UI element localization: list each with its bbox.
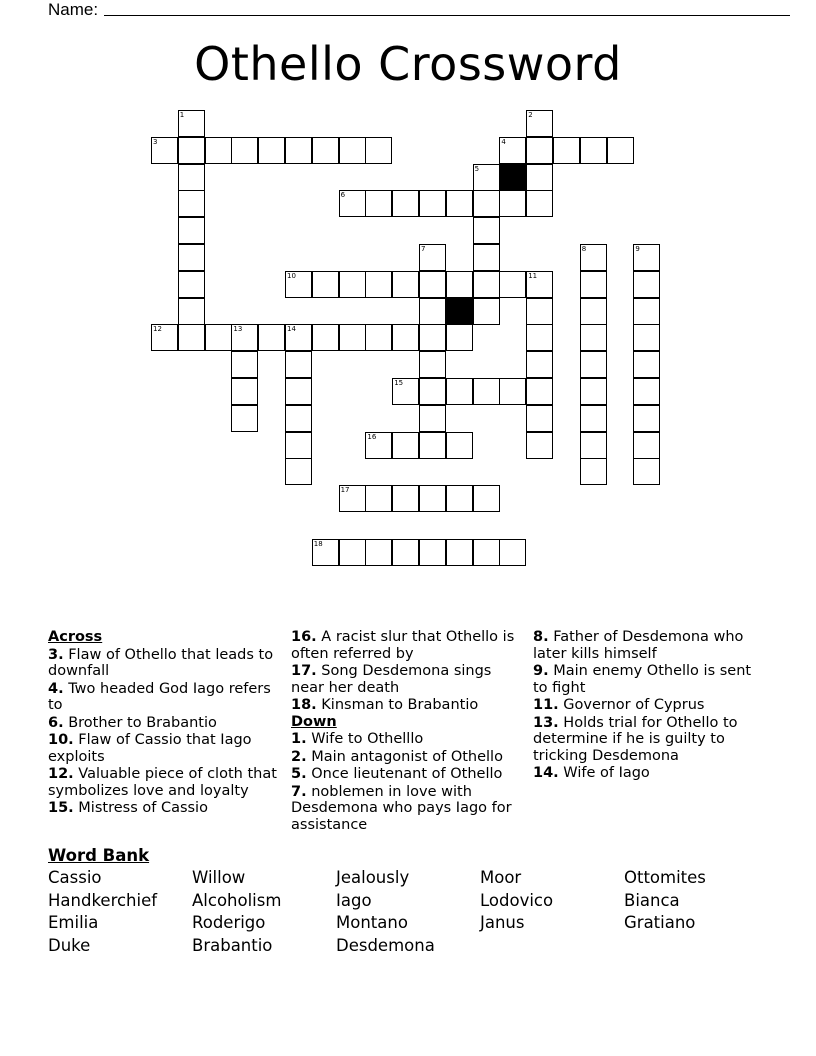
clues-column-3 <box>533 629 765 782</box>
grid-cell[interactable] <box>178 110 205 137</box>
grid-cell[interactable] <box>580 298 607 325</box>
grid-cell[interactable] <box>231 137 258 164</box>
grid-cell[interactable] <box>499 271 526 298</box>
grid-cell[interactable] <box>392 190 419 217</box>
clue-across-18: 18. Kinsman to Brabantio <box>291 697 479 713</box>
grid-cell[interactable] <box>285 324 312 351</box>
word-bank-item: Brabantio <box>192 935 273 955</box>
down-header: Down <box>291 713 337 730</box>
clue-across-6: 6. Brother to Brabantio <box>48 714 217 731</box>
grid-cell[interactable] <box>365 271 392 298</box>
grid-cell[interactable] <box>446 324 473 351</box>
black-square <box>446 298 473 325</box>
grid-cell[interactable] <box>446 485 473 512</box>
word-bank-item: Moor <box>480 868 522 887</box>
grid-cell[interactable] <box>526 110 553 137</box>
grid-cell[interactable] <box>526 271 553 298</box>
grid-cell[interactable] <box>580 244 607 271</box>
grid-cell[interactable] <box>419 485 446 512</box>
clue-across-16: 16. A racist slur that Othello is often referred by <box>291 629 515 662</box>
clues-column-2 <box>291 629 523 833</box>
grid-cell[interactable] <box>339 485 366 512</box>
grid-cell[interactable] <box>178 164 205 191</box>
grid-cell[interactable] <box>178 190 205 217</box>
grid-cell[interactable] <box>633 351 660 378</box>
grid-cell[interactable] <box>553 137 580 164</box>
grid-cell[interactable] <box>526 298 553 325</box>
grid-cell[interactable] <box>633 244 660 271</box>
grid-cell[interactable] <box>473 378 500 405</box>
grid-cell[interactable] <box>526 164 553 191</box>
grid-cell[interactable] <box>178 324 205 351</box>
word-bank-item: Gratiano <box>624 913 696 932</box>
grid-cell[interactable] <box>339 324 366 351</box>
grid-cell[interactable] <box>446 271 473 298</box>
grid-cell[interactable] <box>365 539 392 566</box>
grid-cell[interactable] <box>499 539 526 566</box>
grid-cell[interactable] <box>419 271 446 298</box>
grid-cell[interactable] <box>580 271 607 298</box>
clue-across-3: 3. Flaw of Othello that leads to downfall <box>48 646 274 679</box>
word-bank-item: Bianca <box>624 890 680 910</box>
grid-cell[interactable] <box>205 324 232 351</box>
grid-cell[interactable] <box>419 351 446 378</box>
grid-cell[interactable] <box>473 217 500 244</box>
grid-cell[interactable] <box>633 271 660 298</box>
word-bank-title: Word Bank <box>48 846 150 865</box>
grid-cell[interactable] <box>419 405 446 432</box>
clue-number: 10 <box>287 271 296 280</box>
grid-cell[interactable] <box>580 378 607 405</box>
clue-down-11: 11. Governor of Cyprus <box>533 697 705 713</box>
grid-cell[interactable] <box>178 244 205 271</box>
grid-cell[interactable] <box>526 432 553 459</box>
grid-cell[interactable] <box>365 432 392 459</box>
grid-cell[interactable] <box>633 298 660 325</box>
grid-cell[interactable] <box>473 164 500 191</box>
grid-cell[interactable] <box>285 378 312 405</box>
grid-cell[interactable] <box>339 271 366 298</box>
clue-number: 14 <box>287 325 296 334</box>
clue-number: 2 <box>528 111 533 119</box>
grid-cell[interactable] <box>312 324 339 351</box>
grid-cell[interactable] <box>607 137 634 164</box>
grid-cell[interactable] <box>526 324 553 351</box>
word-bank-item: Jealously <box>336 868 410 887</box>
clue-number: 15 <box>394 379 404 387</box>
grid-cell[interactable] <box>473 485 500 512</box>
grid-cell[interactable] <box>446 539 473 566</box>
clue-number: 18 <box>313 539 323 548</box>
grid-cell[interactable] <box>473 190 500 217</box>
word-bank-item: Emilia <box>48 913 99 932</box>
grid-cell[interactable] <box>419 298 446 325</box>
grid-cell[interactable] <box>473 298 500 325</box>
word-bank-item: Iago <box>336 890 372 910</box>
grid-cell[interactable] <box>499 190 526 217</box>
grid-cell[interactable] <box>339 137 366 164</box>
grid-cell[interactable] <box>633 432 660 459</box>
grid-cell[interactable] <box>633 405 660 432</box>
grid-cell[interactable] <box>580 432 607 459</box>
grid-cell[interactable] <box>285 137 312 164</box>
grid-cell[interactable] <box>231 324 258 351</box>
grid-cell[interactable] <box>446 432 473 459</box>
grid-cell[interactable] <box>526 405 553 432</box>
clue-across-10: 10. Flaw of Cassio that Iago exploits <box>48 732 252 765</box>
word-bank-item: Cassio <box>48 868 102 887</box>
name-label: Name: <box>48 0 99 19</box>
page-title: Othello Crossword <box>194 37 622 91</box>
grid-cell[interactable] <box>392 485 419 512</box>
clue-down-2: 2. Main antagonist of Othello <box>291 748 503 765</box>
clue-across-17: 17. Song Desdemona sings near her death <box>291 663 492 696</box>
grid-cell[interactable] <box>580 351 607 378</box>
clue-number: 8 <box>581 245 587 253</box>
clue-number: 5 <box>474 164 480 173</box>
grid-cell[interactable] <box>580 324 607 351</box>
word-bank-item: Willow <box>192 868 246 887</box>
grid-cell[interactable] <box>151 324 178 351</box>
grid-cell[interactable] <box>285 271 312 298</box>
word-bank-item: Ottomites <box>624 868 706 887</box>
grid-cell[interactable] <box>580 458 607 485</box>
clue-number: 4 <box>501 137 506 146</box>
grid-cell[interactable] <box>231 378 258 405</box>
clue-number: 3 <box>153 137 158 146</box>
word-bank-item: Janus <box>480 913 525 932</box>
word-bank-item: Handkerchief <box>48 890 158 910</box>
grid-cell[interactable] <box>178 137 205 164</box>
grid-cell[interactable] <box>365 485 392 512</box>
grid-cell[interactable] <box>178 271 205 298</box>
clue-down-5: 5. Once lieutenant of Othello <box>291 766 503 782</box>
clue-number: 16 <box>367 432 377 441</box>
grid-cell[interactable] <box>526 190 553 217</box>
grid-cell[interactable] <box>633 458 660 485</box>
clue-down-14: 14. Wife of Iago <box>533 765 650 781</box>
clue-number: 7 <box>421 245 426 253</box>
clue-across-12: 12. Valuable piece of cloth that symbolizes love and loyalty <box>48 766 277 799</box>
grid-cell[interactable] <box>419 432 446 459</box>
grid-cell[interactable] <box>419 378 446 405</box>
grid-cell[interactable] <box>419 190 446 217</box>
grid-cell[interactable] <box>258 137 285 164</box>
grid-cell[interactable] <box>178 217 205 244</box>
grid-cell[interactable] <box>419 244 446 271</box>
grid-cell[interactable] <box>285 458 312 485</box>
grid-cell[interactable] <box>499 378 526 405</box>
clue-down-7: 7. noblemen in love with Desdemona who pays Iago for assistance <box>291 783 512 833</box>
black-square <box>499 164 526 191</box>
grid-cell[interactable] <box>392 378 419 405</box>
grid-cell[interactable] <box>312 137 339 164</box>
grid-cell[interactable] <box>446 378 473 405</box>
clue-number: 6 <box>340 191 346 200</box>
clue-down-13: 13. Holds trial for Othello to determine if he is guilty to tricking Desdemona <box>533 714 738 764</box>
grid-cell[interactable] <box>312 539 339 566</box>
word-bank-item: Montano <box>336 913 408 932</box>
grid-cell[interactable] <box>258 324 285 351</box>
grid-cell[interactable] <box>473 244 500 271</box>
grid-cell[interactable] <box>285 432 312 459</box>
grid-cell[interactable] <box>580 405 607 432</box>
grid-cell[interactable] <box>526 378 553 405</box>
grid-cell[interactable] <box>151 137 178 164</box>
grid-cell[interactable] <box>205 137 232 164</box>
clues-column-1 <box>48 629 280 817</box>
grid-cell[interactable] <box>178 298 205 325</box>
clue-down-8: 8. Father of Desdemona who later kills himself <box>533 629 744 662</box>
grid-cell[interactable] <box>392 432 419 459</box>
grid-cell[interactable] <box>392 271 419 298</box>
grid-cell[interactable] <box>473 539 500 566</box>
grid-cell[interactable] <box>285 405 312 432</box>
grid-cell[interactable] <box>499 137 526 164</box>
word-bank-item: Lodovico <box>480 890 554 910</box>
clue-number: 12 <box>153 325 162 334</box>
clue-number: 9 <box>635 245 640 253</box>
grid-cell[interactable] <box>285 351 312 378</box>
grid-cell[interactable] <box>473 271 500 298</box>
word-bank-item: Duke <box>48 935 91 955</box>
grid-cell[interactable] <box>339 190 366 217</box>
grid-cell[interactable] <box>526 351 553 378</box>
word-bank-item: Desdemona <box>336 935 435 955</box>
clue-down-9: 9. Main enemy Othello is sent to fight <box>533 663 752 696</box>
grid-cell[interactable] <box>580 137 607 164</box>
grid-cell[interactable] <box>419 539 446 566</box>
grid-cell[interactable] <box>231 405 258 432</box>
clue-across-15: 15. Mistress of Cassio <box>48 800 208 816</box>
grid-cell[interactable] <box>633 378 660 405</box>
grid-cell[interactable] <box>392 324 419 351</box>
grid-cell[interactable] <box>339 539 366 566</box>
grid-cell[interactable] <box>365 137 392 164</box>
grid-cell[interactable] <box>312 271 339 298</box>
word-bank-item: Roderigo <box>192 913 266 932</box>
clue-number: 13 <box>233 325 243 334</box>
grid-cell[interactable] <box>633 324 660 351</box>
grid-cell[interactable] <box>526 137 553 164</box>
grid-cell[interactable] <box>446 190 473 217</box>
clue-number: 17 <box>340 486 350 495</box>
clue-down-1: 1. Wife to Othelllo <box>291 731 424 747</box>
clue-number: 11 <box>528 271 538 280</box>
grid-cell[interactable] <box>365 190 392 217</box>
grid-cell[interactable] <box>419 324 446 351</box>
clue-number: 1 <box>179 111 185 119</box>
grid-cell[interactable] <box>392 539 419 566</box>
across-header: Across <box>48 629 103 645</box>
grid-cell[interactable] <box>365 324 392 351</box>
word-bank-item: Alcoholism <box>192 890 282 910</box>
clue-across-4: 4. Two headed God Iago refers to <box>48 680 271 713</box>
grid-cell[interactable] <box>231 351 258 378</box>
